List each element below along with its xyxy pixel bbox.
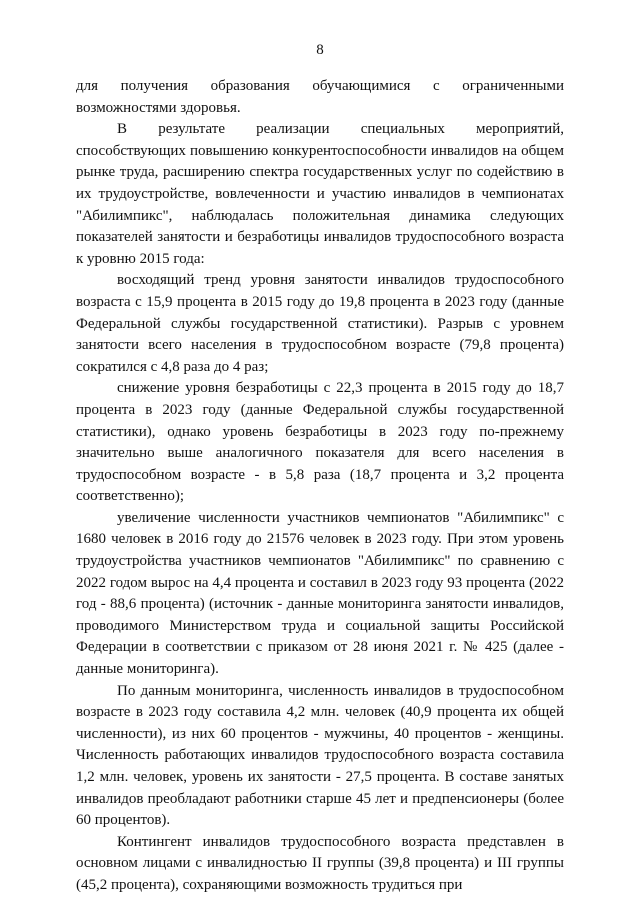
page-number: 8 (316, 42, 324, 58)
paragraph-results-intro: В результате реализации специальных мероприятий, способствующих повышению конкурентоспособности инвалидов на общем рынке труда, расширению спектра государственных услуг по содействию в их трудоустройстве, вовлеченности и участию инвалидов в чемпионатах "Абилимпикс", наблюдалась положительная динамика следующих показателей занятости и безработицы инвалидов трудоспособного возраста к уровню 2015 года: (76, 121, 564, 267)
paragraph-abilympics-participants: увеличение численности участников чемпионатов "Абилимпикс" с 1680 человек в 2016 году до 21576 человек в 2023 году. При этом уровень трудоустройства участников чемпионатов "Абилимпикс" по сравнению с 2022 годом вырос на 4,4 процента и составил в 2023 году 93 процента (2022 год - 88,6 процента) (источник - данные мониторинга занятости инвалидов, проводимого Министерством труда и социальной защиты Российской Федерации в соответствии с приказом от 28 июня 2021 г. № 425 (далее - данные мониторинга). (76, 509, 564, 678)
paragraph-unemployment-decrease: снижение уровня безработицы с 22,3 процента в 2015 году до 18,7 процента в 2023 году (данные Федеральной службы государственной статистики), однако уровень безработицы в 2023 году по-прежнему значительно выше аналогичного показателя для всего населения в трудоспособном возрасте - в 5,8 раза (18,7 процента и 3,2 процента соответственно); (76, 380, 564, 505)
paragraph-contingent: Контингент инвалидов трудоспособного возраста представлен в основном лицами с инвалидностью II группы (39,8 процента) и III группы (45,2 процента), сохраняющими возможность трудиться при (76, 833, 564, 893)
paragraph-continuation: для получения образования обучающимися с ограниченными возможностями здоровья. (76, 78, 564, 116)
paragraph-employment-trend: восходящий тренд уровня занятости инвалидов трудоспособного возраста с 15,9 процента в 2015 году до 19,8 процента в 2023 году (данные Федеральной службы государственной статистики). Разрыв с уровнем занятости всего населения в трудоспособном возрасте (79,8 процента) сократился с 4,8 раза до 4 раз; (76, 272, 564, 375)
paragraph-monitoring-data: По данным мониторинга, численность инвалидов в трудоспособном возрасте в 2023 году составила 4,2 млн. человек (40,9 процента их общей численности), из них 60 процентов - мужчины, 40 процентов - женщины. Численность работающих инвалидов трудоспособного возраста составила 1,2 млн. человек, уровень их занятости - 27,5 процента. В составе занятых инвалидов преобладают работники старше 45 лет и предпенсионеры (более 60 процентов). (76, 682, 564, 829)
document-body (76, 76, 564, 897)
